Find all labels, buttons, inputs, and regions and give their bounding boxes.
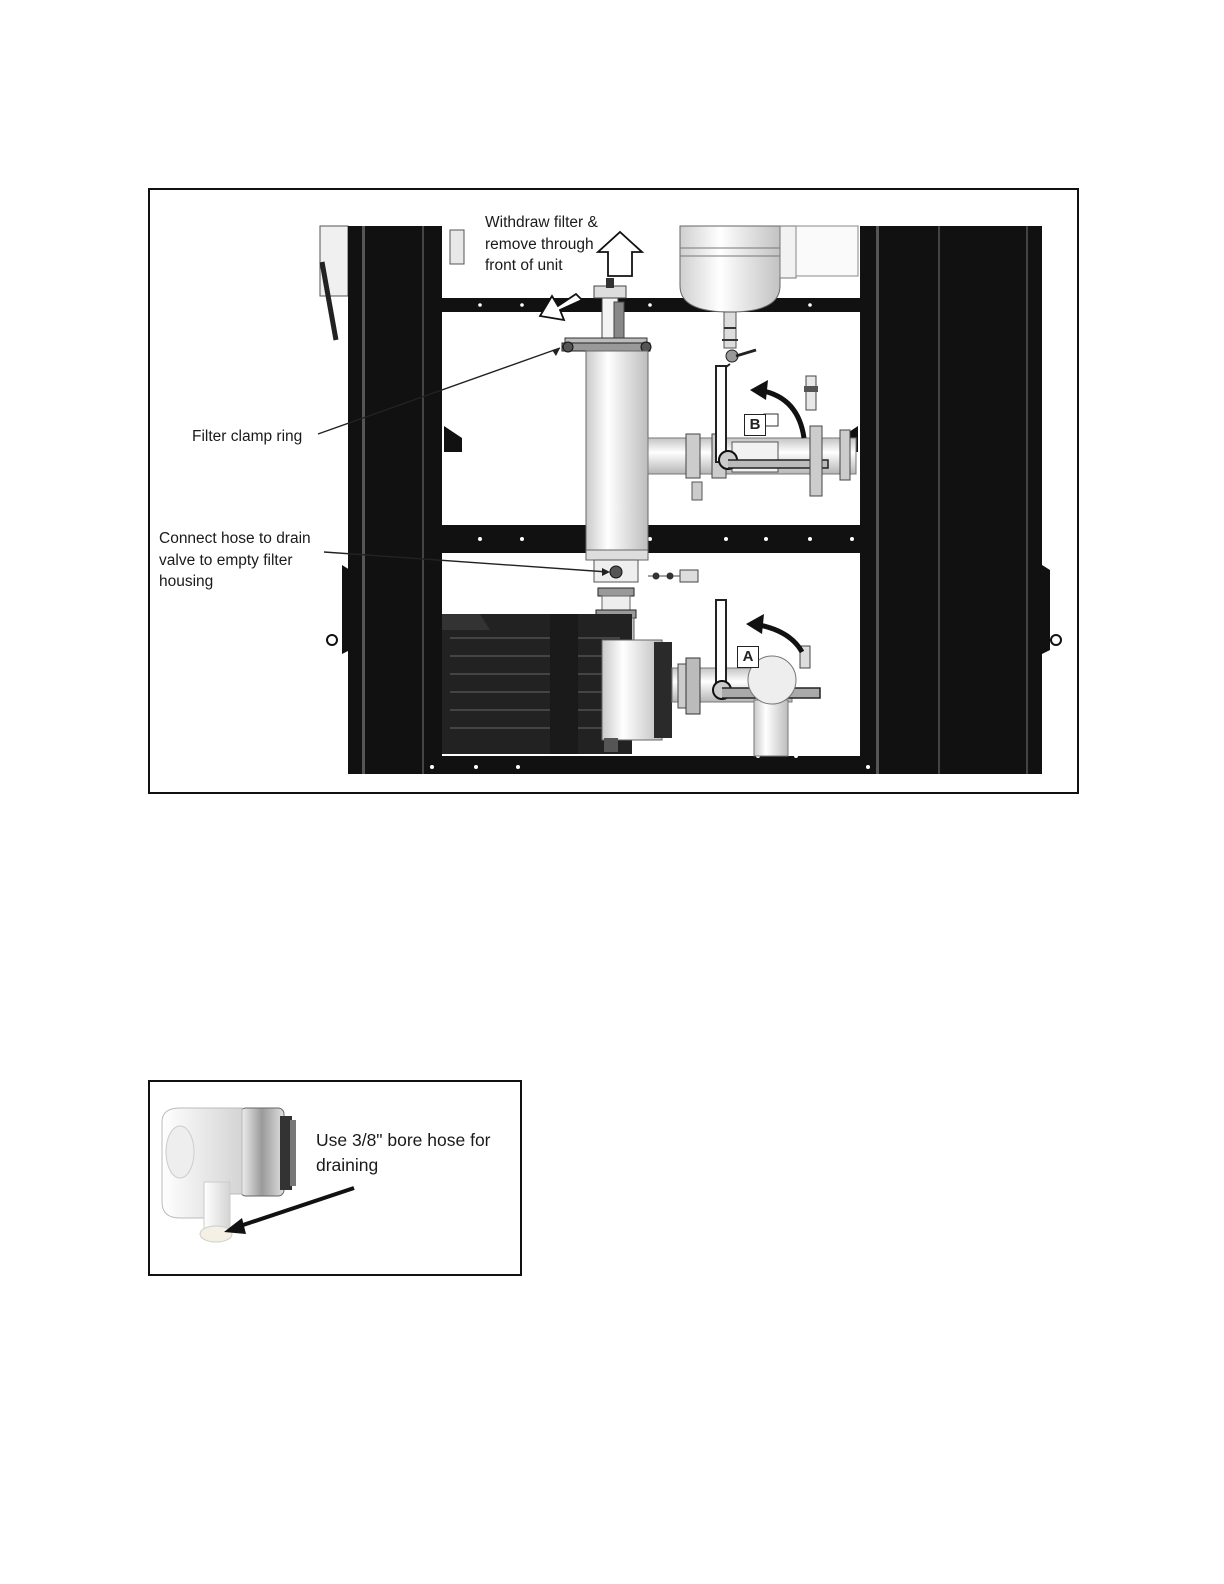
- drain-hose-label-line: valve to empty filter: [159, 551, 293, 569]
- right-frame-post: [860, 226, 1042, 774]
- filter-removal-diagram: [148, 188, 1079, 794]
- hose-bore-label: [316, 1128, 491, 1179]
- withdraw-label-line: remove through: [485, 235, 594, 253]
- clamp-ring-label-text: Filter clamp ring: [192, 428, 303, 445]
- hose-barb: [204, 1182, 230, 1232]
- valve-b-callout: B: [744, 414, 766, 436]
- drain-valve: [610, 566, 622, 578]
- hose-bore-label-line: Use 3/8" bore hose for: [316, 1130, 491, 1150]
- filter-clamp-ring-label: [192, 426, 302, 448]
- withdraw-filter-label: [485, 212, 598, 277]
- withdraw-up-arrow-icon: [598, 232, 642, 276]
- hose-bore-label-line: draining: [316, 1155, 379, 1176]
- withdraw-label-line: front of unit: [485, 257, 563, 275]
- drain-fitting-detail: [148, 1080, 522, 1276]
- filter-assembly-drawing: [150, 190, 1077, 792]
- withdraw-label-line: Withdraw filter &: [485, 214, 598, 231]
- drain-hose-label: [159, 528, 311, 593]
- filter-housing: [586, 351, 648, 555]
- valve-a-callout: A: [737, 646, 759, 668]
- drain-hose-label-line: housing: [159, 573, 214, 591]
- drain-hose-label-line: Connect hose to drain: [159, 530, 311, 547]
- bottom-rail: [442, 756, 860, 774]
